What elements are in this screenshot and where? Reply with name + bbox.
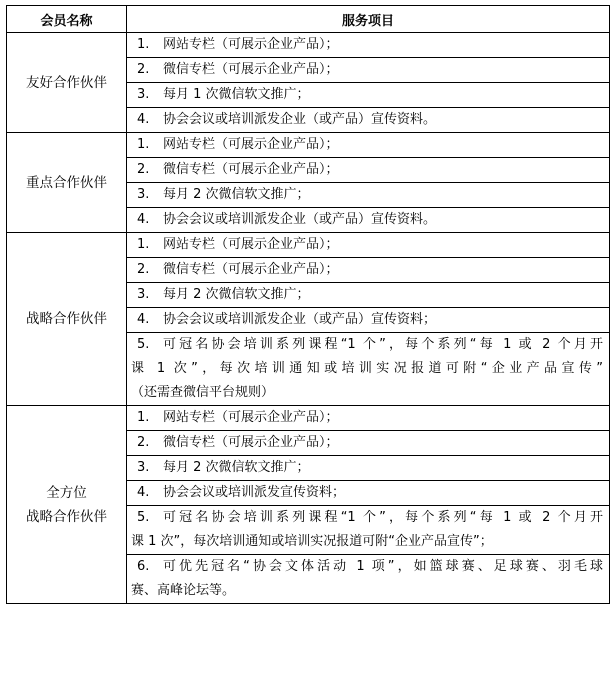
item-text-line: 网站专栏（可展示企业产品）； [163,410,339,425]
item-text-line: 每月 1 次微信软文推广； [163,87,310,102]
service-items-cell [127,406,610,604]
item-text [163,133,609,157]
item-text [163,233,609,257]
list-item [127,233,609,257]
item-text-line: 协会会议或培训派发宣传资料； [163,485,346,500]
item-text [163,83,609,107]
item-text-line: 网站专栏（可展示企业产品）； [163,137,339,152]
table-row [7,133,610,233]
item-number: 4. [137,212,150,227]
item-text [131,506,609,554]
list-item [127,107,609,132]
list-item [127,406,609,430]
item-text-line: 每月 2 次微信软文推广； [163,287,310,302]
item-number: 1. [137,410,150,425]
membership-services-table [6,5,610,604]
item-number: 4. [137,112,150,127]
list-item [127,505,609,554]
item-text-line: 网站专栏（可展示企业产品）； [163,37,339,52]
item-text [163,308,609,332]
item-text-line: 每月 2 次微信软文推广； [163,460,310,475]
item-text-line: 网站专栏（可展示企业产品）； [163,237,339,252]
item-text [163,406,609,430]
member-tier-name: 重点合作伙伴 [26,174,107,191]
item-text-line: 微信专栏（可展示企业产品）； [163,62,339,77]
item-text-line: 微信专栏（可展示企业产品）； [163,262,339,277]
table-row [7,33,610,133]
item-number: 1. [137,137,150,152]
item-number: 4. [137,485,150,500]
item-text [163,108,609,132]
item-number: 2. [137,262,150,277]
item-text-line: 每月 2 次微信软文推广； [163,187,310,202]
item-text-line: 可优先冠名“协会文体活动 1 项”，如篮球赛、足球赛、羽毛球 [163,559,603,574]
list-item [127,33,609,57]
item-text [163,283,609,307]
item-number: 6. [137,559,150,574]
item-text-line: 协会会议或培训派发企业（或产品）宣传资料； [163,312,437,327]
list-item [127,332,609,405]
item-number: 3. [137,87,150,102]
list-item [127,430,609,455]
header-service-items: 服务项目 [127,6,610,33]
list-item [127,57,609,82]
service-items-cell [127,233,610,406]
item-text-line: （还需查微信平台规则） [131,385,275,400]
list-item [127,207,609,232]
member-tier-name: 友好合作伙伴 [26,74,107,91]
item-text [163,481,609,505]
list-item [127,282,609,307]
member-tier-name: 全方位 [46,484,87,501]
item-number: 3. [137,460,150,475]
item-number: 5. [137,337,150,352]
member-tier-cell [7,133,127,233]
item-text-line: 可冠名协会培训系列课程“1 个”，每个系列“每 1 或 2 个月开 [163,337,603,352]
item-text [163,456,609,480]
item-text [163,431,609,455]
list-item [127,157,609,182]
member-tier-name: 战略合作伙伴 [26,311,107,327]
item-text [163,208,609,232]
item-text [163,58,609,82]
item-text-line: 课 1 次”，每次培训通知或培训实况报道可附“企业产品宣传” [131,361,603,376]
list-item [127,480,609,505]
list-item [127,455,609,480]
item-number: 3. [137,287,150,302]
item-text-line: 微信专栏（可展示企业产品）； [163,162,339,177]
item-text-line: 协会会议或培训派发企业（或产品）宣传资料。 [163,212,437,227]
item-number: 3. [137,187,150,202]
item-number: 1. [137,37,150,52]
item-number: 2. [137,435,150,450]
item-text-line: 协会会议或培训派发企业（或产品）宣传资料。 [163,112,437,127]
list-item [127,307,609,332]
member-tier-name-line2: 战略合作伙伴 [26,508,107,525]
list-item [127,82,609,107]
list-item [127,257,609,282]
item-text-line: 赛、高峰论坛等。 [131,583,236,598]
service-items-cell [127,133,610,233]
item-text-line: 课 1 次”，每次培训通知或培训实况报道可附“企业产品宣传”； [131,534,493,549]
service-items-cell [127,33,610,133]
item-text-line: 微信专栏（可展示企业产品）； [163,435,339,450]
table-header-row [7,6,610,33]
item-text-line: 可冠名协会培训系列课程“1 个”，每个系列“每 1 或 2 个月开 [163,510,603,525]
member-tier-cell [7,33,127,133]
member-tier-cell [7,406,127,604]
list-item [127,133,609,157]
item-number: 1. [137,237,150,252]
item-text [131,333,609,405]
item-number: 2. [137,162,150,177]
item-text [131,555,609,603]
item-number: 4. [137,312,150,327]
item-text [163,158,609,182]
item-text [163,33,609,57]
item-number: 2. [137,62,150,77]
list-item [127,554,609,603]
table-row [7,406,610,604]
item-text [163,183,609,207]
header-member-name: 会员名称 [7,6,127,33]
member-tier-cell [7,233,127,406]
table-row [7,233,610,406]
list-item [127,182,609,207]
item-number: 5. [137,510,150,525]
item-text [163,258,609,282]
